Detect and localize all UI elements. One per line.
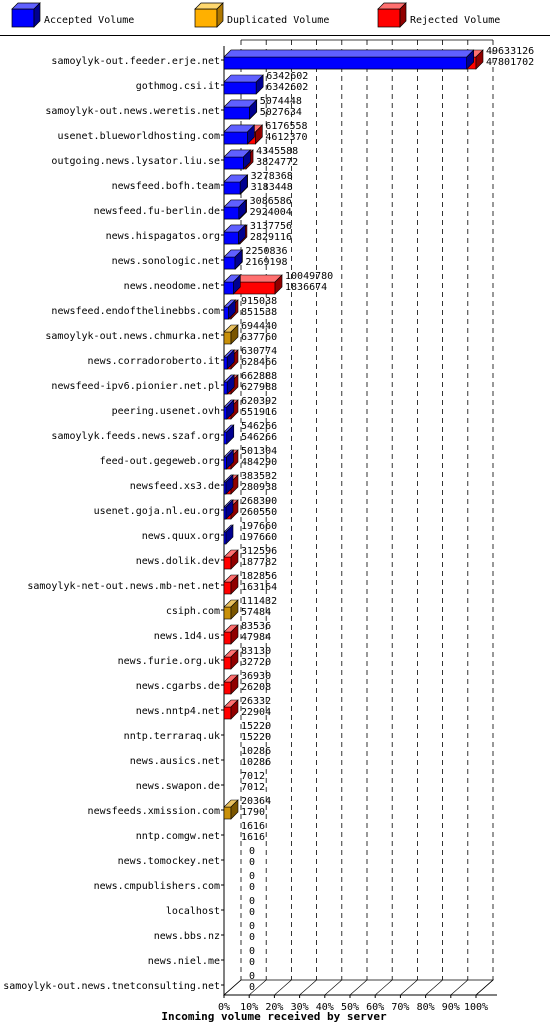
server-label: news.neodome.net [123,281,220,292]
value-total-label: 0 [249,921,256,932]
bar-duplicated-front [224,332,231,344]
value-total-label: 182856 [241,571,278,582]
bar-rejected-front [224,707,231,719]
value-total-label: 620392 [241,396,278,407]
x-tick-label-0: 0% [217,1002,231,1013]
server-label: newsfeed.bofh.team [111,181,220,192]
value-total-label: 26332 [241,696,272,707]
bar-accepted-front [224,257,235,269]
server-label: usenet.blueworldhosting.com [57,131,220,142]
server-label: samoylyk.feeds.news.szaf.org [51,431,220,442]
value-accepted-label: 47801702 [486,57,535,68]
bar-accepted-front [224,232,238,244]
value-total-label: 312596 [241,546,278,557]
value-accepted-label: 163164 [241,582,278,593]
server-label: newsfeed.fu-berlin.de [93,206,220,217]
bar-accepted-front [224,182,240,194]
value-total-label: 83536 [241,621,272,632]
value-accepted-label: 3183448 [250,182,293,193]
x-axis-title: Incoming volume received by server [161,1010,387,1023]
server-label: news.sonologic.net [111,256,220,267]
value-accepted-label: 637760 [241,332,278,343]
value-total-label: 0 [249,871,256,882]
server-label: usenet.goja.nl.eu.org [93,506,220,517]
value-total-label: 15220 [241,721,272,732]
value-accepted-label: 15220 [241,732,272,743]
value-accepted-label: 628466 [241,357,278,368]
bar-accepted-front [224,432,227,444]
bar-duplicated-front [224,807,231,819]
value-accepted-label: 546266 [241,432,278,443]
value-accepted-label: 0 [249,957,256,968]
value-accepted-label: 10286 [241,757,272,768]
value-accepted-label: 260550 [241,507,278,518]
value-accepted-label: 1616 [241,832,266,843]
value-total-label: 268390 [241,496,278,507]
bar-rejected-front [224,657,231,669]
server-label: news.1d4.us [153,631,220,642]
server-label: samoylyk-out.news.tnetconsulting.net [3,981,220,992]
value-total-label: 6176558 [265,121,308,132]
value-total-label: 7012 [241,771,266,782]
value-accepted-label: 1790 [241,807,266,818]
x-tick-label-3: 30% [290,1002,309,1013]
value-total-label: 383532 [241,471,278,482]
value-accepted-label: 0 [249,882,256,893]
server-label: samoylyk-out.feeder.erje.net [51,56,220,67]
bar-accepted-front [224,107,250,119]
value-total-label: 5074448 [259,96,302,107]
x-tick-label-6: 60% [366,1002,385,1013]
value-accepted-label: 32720 [241,657,272,668]
value-total-label: 197660 [241,521,278,532]
value-accepted-label: 627988 [241,382,278,393]
value-accepted-label: 0 [249,982,256,993]
value-accepted-label: 3824772 [256,157,299,168]
legend-label-1: Duplicated Volume [227,15,330,26]
value-accepted-label: 0 [249,857,256,868]
bar-accepted-front [224,207,239,219]
server-label: news.hispagatos.org [105,231,220,242]
value-total-label: 6342602 [266,71,309,82]
legend-swatch-1 [195,9,217,27]
value-total-label: 20364 [241,796,272,807]
value-total-label: 546266 [241,421,278,432]
value-total-label: 501304 [241,446,278,457]
value-accepted-label: 47984 [241,632,272,643]
value-accepted-label: 7012 [241,782,266,793]
bar-accepted-front [224,132,247,144]
server-label: news.quux.org [141,531,220,542]
bar-rejected-front [224,682,231,694]
value-accepted-label: 4612370 [265,132,308,143]
value-accepted-label: 0 [249,932,256,943]
server-label: news.ausics.net [129,756,220,767]
value-total-label: 915038 [241,296,278,307]
bar-accepted-front [224,82,256,94]
x-tick-label-7: 70% [391,1002,410,1013]
bar-accepted-front [224,282,233,294]
value-accepted-label: 2169198 [245,257,288,268]
x-tick-label-1: 10% [240,1002,259,1013]
legend-swatch-0 [12,9,34,27]
value-total-label: 36930 [241,671,272,682]
server-label: newsfeed-ipv6.pionier.net.pl [51,381,220,392]
value-total-label: 3137756 [249,221,293,232]
x-tick-label-10: 100% [463,1002,489,1013]
value-accepted-label: 1836674 [285,282,328,293]
value-accepted-label: 851538 [241,307,278,318]
legend-label-0: Accepted Volume [44,15,135,26]
value-accepted-label: 22904 [241,707,272,718]
value-total-label: 4345588 [256,146,299,157]
server-label: newsfeeds.xmission.com [87,806,220,817]
server-label: samoylyk-net-out.news.mb-net.net [27,581,220,592]
server-label: newsfeed.endofthelinebbs.com [51,306,220,317]
server-label: news.bbs.nz [153,931,220,942]
value-total-label: 3086586 [249,196,292,207]
server-label: gothmog.csi.it [135,81,220,92]
value-total-label: 0 [249,846,256,857]
bar-accepted-front [224,382,227,394]
server-label: samoylyk-out.news.weretis.net [45,106,220,117]
value-accepted-label: 0 [249,907,256,918]
legend-label-2: Rejected Volume [410,15,501,26]
value-total-label: 3278368 [250,171,293,182]
x-tick-label-9: 90% [441,1002,460,1013]
bar-accepted-front [224,357,227,369]
value-total-label: 0 [249,896,256,907]
server-label: feed-out.gegeweb.org [99,456,220,467]
value-accepted-label: 2829116 [249,232,293,243]
bar-accepted-front [224,407,227,419]
x-tick-label-2: 20% [265,1002,284,1013]
server-label: news.cgarbs.de [135,681,220,692]
bar-accepted-top [224,50,474,57]
value-total-label: 2250836 [245,246,288,257]
value-total-label: 1616 [241,821,266,832]
value-total-label: 111432 [241,596,278,607]
server-label: news.corradoroberto.it [87,356,220,367]
legend-swatch-2 [378,9,400,27]
bar-accepted-front [224,57,467,69]
server-label: peering.usenet.ovh [111,406,220,417]
bar-accepted-front [224,157,243,169]
bar-rejected-front [224,557,231,569]
value-accepted-label: 197660 [241,532,278,543]
bar-rejected-front [224,632,231,644]
value-total-label: 694440 [241,321,278,332]
server-label: news.swapon.de [135,781,220,792]
value-total-label: 0 [249,971,256,982]
bar-accepted-front [224,307,228,319]
value-accepted-label: 187782 [241,557,278,568]
value-total-label: 10049780 [285,271,334,282]
bar-rejected-front [224,582,231,594]
server-label: news.furie.org.uk [117,656,220,667]
x-tick-label-4: 40% [315,1002,334,1013]
x-tick-label-8: 80% [416,1002,435,1013]
value-accepted-label: 2924004 [249,207,292,218]
value-accepted-label: 26208 [241,682,272,693]
server-label: news.dolik.dev [135,556,220,567]
server-label: news.nntp4.net [135,706,220,717]
value-total-label: 662888 [241,371,278,382]
server-label: nntp.terraraq.uk [123,731,220,742]
x-tick-label-5: 50% [340,1002,360,1013]
value-accepted-label: 6342602 [266,82,309,93]
value-total-label: 0 [249,946,256,957]
server-label: samoylyk-out.news.chmurka.net [45,331,220,342]
server-label: newsfeed.xs3.de [129,481,220,492]
value-total-label: 630774 [241,346,278,357]
server-label: news.tomockey.net [117,856,220,867]
server-label: news.niel.me [147,956,220,967]
server-label: nntp.comgw.net [135,831,220,842]
bar-accepted-front [224,457,226,469]
value-accepted-label: 5027634 [259,107,302,118]
value-accepted-label: 280938 [241,482,278,493]
value-total-label: 49633126 [486,46,535,57]
value-total-label: 83130 [241,646,272,657]
server-label: localhost [165,906,220,917]
value-accepted-label: 57484 [241,607,272,618]
bar-duplicated-front [224,607,231,619]
server-label: csiph.com [165,606,220,617]
value-accepted-label: 551916 [241,407,278,418]
server-label: news.cmpublishers.com [93,881,220,892]
server-label: outgoing.news.lysator.liu.se [51,156,220,167]
value-accepted-label: 484290 [241,457,278,468]
value-total-label: 10286 [241,746,272,757]
